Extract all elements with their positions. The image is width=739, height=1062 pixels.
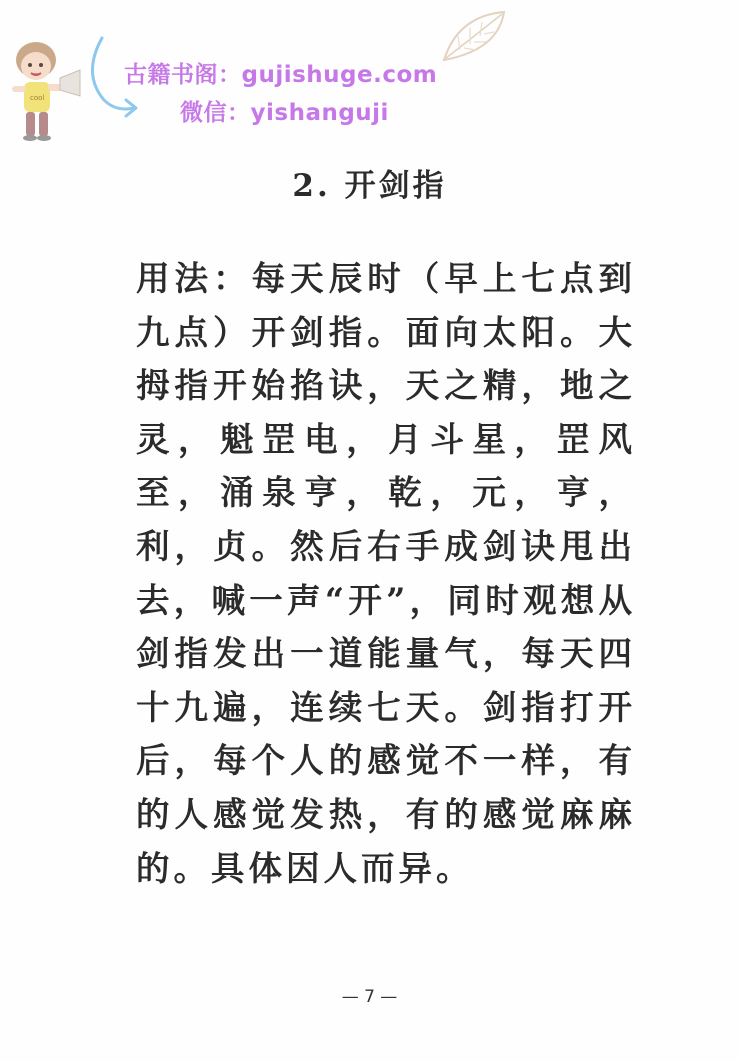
- svg-text:cool: cool: [30, 94, 45, 102]
- section-title: 2. 开剑指: [292, 168, 447, 204]
- body-paragraph: 用法：每天辰时（早上七点到九点）开剑指。面向太阳。大拇指开始掐诀，天之精，地之灵，魁罡电，月斗星，罡风至，涌泉亨，乾，元，亨，利，贞。然后右手成剑诀甩出去，喊一声“开”，同时观想从剑指发出一道能量气，每天四十九遍，连续七天。剑指打开后，每个人的感觉不一样，有的人感觉发热，有的感觉麻麻的。具体因人而异。: [136, 259, 636, 888]
- watermark: [0, 0, 520, 150]
- page-number: — 7 —: [341, 987, 398, 1007]
- watermark-website: 古籍书阁：gujishuge.com: [124, 62, 438, 88]
- mascot-illustration-icon: [6, 38, 86, 143]
- watermark-wechat: 微信：yishanguji: [180, 100, 389, 126]
- leaf-icon: [438, 6, 510, 66]
